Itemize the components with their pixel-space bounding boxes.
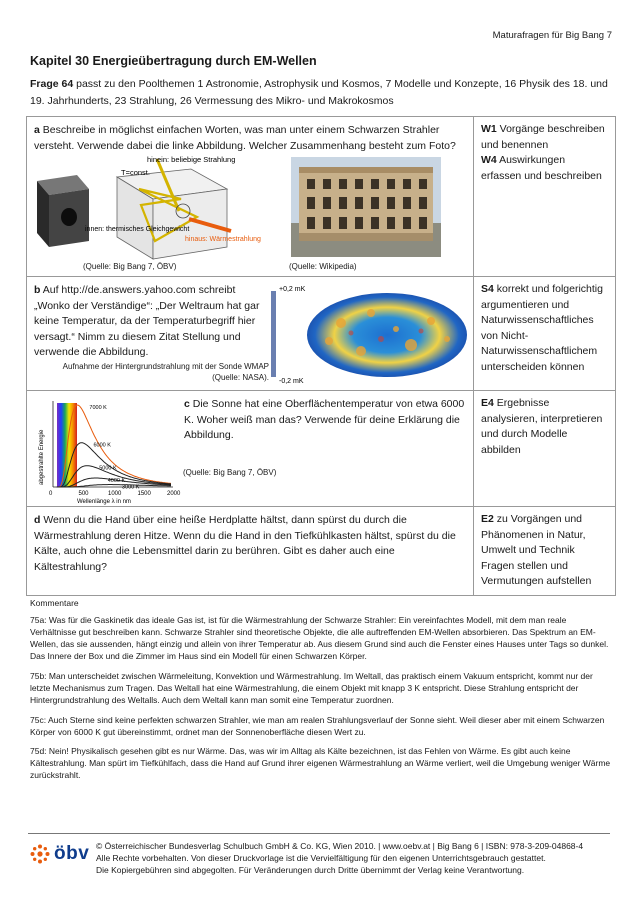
question-row-c xyxy=(27,391,616,507)
building-photo xyxy=(291,157,441,257)
label-innen: innen: thermisches Gleichgewicht xyxy=(85,226,190,233)
series-label: 3000 K xyxy=(121,484,140,491)
logo-text: öbv xyxy=(54,843,90,864)
caption-c: (Quelle: Big Bang 7, ÖBV) xyxy=(183,468,277,477)
competence-item xyxy=(481,282,608,375)
footer-divider xyxy=(28,833,610,834)
planck-chart xyxy=(33,397,181,505)
competence-text: Vorgänge beschreiben und benennen xyxy=(481,123,605,151)
x-tick-label: 1000 xyxy=(108,491,122,497)
x-tick-label: 2000 xyxy=(167,491,181,497)
wmap-map xyxy=(271,283,471,387)
series-label: 5000 K xyxy=(99,465,117,472)
x-tick-label: 500 xyxy=(78,491,89,497)
competence-code: E2 xyxy=(481,513,494,525)
comments-heading: Kommentare xyxy=(30,598,79,608)
running-header: Maturafragen für Big Bang 7 xyxy=(492,30,612,41)
question-a-text xyxy=(34,123,466,154)
frage-intro xyxy=(30,76,620,110)
black-body-diagram xyxy=(31,155,261,259)
caption-left: (Quelle: Big Bang 7, ÖBV) xyxy=(83,262,177,271)
star-icon xyxy=(30,844,50,864)
scale-bottom: -0,2 mK xyxy=(279,378,304,385)
question-letter: b xyxy=(34,284,41,296)
competence-text: korrekt und folgerichtig argumentieren und Naturwissenschaftliches von Nicht-Naturwissenschaftlichem unterscheiden können xyxy=(481,283,603,373)
question-b-text xyxy=(34,283,266,361)
footer-line-2: Alle Rechte vorbehalten. Von dieser Druckvorlage ist die Vervielfältigung für den eigenen Unterrichtsgebrauch gestattet. xyxy=(96,853,546,863)
chart-ylabel: abgestrahlte Energie xyxy=(39,429,45,485)
question-c xyxy=(27,391,474,507)
comment-75c: 75c: Auch Sterne sind keine perfekten schwarzen Strahler, wie man am realen Strahlungsverlauf der Sonne sieht. Weil dieser aber mit einem Schwarzen Körper von 6000 K gut übereinstimmt, ordnet man der Sonnenoberfläche diesen Wert zu. xyxy=(30,715,605,737)
question-letter: a xyxy=(34,124,40,136)
series-label: 4000 K xyxy=(107,477,126,484)
footer-line-3: Die Kopiergebühren sind abgegolten. Für Veränderungen durch Dritte übernimmt der Verlag keine Verantwortung. xyxy=(96,865,525,875)
chapter-title: Kapitel 30 Energieübertragung durch EM-Wellen xyxy=(30,54,317,68)
question-a xyxy=(27,117,474,277)
question-letter: c xyxy=(184,398,190,410)
question-table xyxy=(26,116,616,596)
publisher-logo xyxy=(30,843,89,865)
comment-75b: 75b: Man unterscheidet zwischen Wärmeleitung, Konvektion und Wärmestrahlung. Im Weltall, das praktisch einem Vakuum entspricht, kommt nur der letzte Mechanismus zum Tragen. Das Weltall hat eine Wärmestrahlung, die einem Objekt mit knapp 3 K entspricht. Diese Strahlung entspricht der Hintergrundstrahlung des Weltalls. Auch dem Weltall kann man somit eine Temperatur zuordnen. xyxy=(30,671,593,705)
competence-a xyxy=(474,117,616,277)
competence-text: zu Vorgängen und Phänomenen in Natur, Umwelt und Technik Fragen stellen und Vermutungen aufstellen xyxy=(481,513,592,587)
comment-75d: 75d: Nein! Physikalisch gesehen gibt es nur Wärme. Das, was wir im Alltag als Kälte bezeichnen, ist das Fehlen von Wärme. Es gibt auch keine Kältestrahlung. Man spürt im Tiefkühlfach, dass die Hand auf Grund ihrer eigenen Wärmestrahlung an Wärme verliert, weil die Umgebung weniger Wärme zurückstrahlt. xyxy=(30,746,611,780)
caption-wmap: Aufnahme der Hintergrundstrahlung mit der Sonde WMAP (Quelle: NASA). xyxy=(62,362,269,382)
question-letter: d xyxy=(34,514,41,526)
frage-label: Frage 64 xyxy=(30,78,74,90)
color-scale xyxy=(271,291,276,377)
competence-text: Auswirkungen erfassen und beschreiben xyxy=(481,154,602,182)
question-body: Die Sonne hat eine Oberflächentemperatur von etwa 6000 K. Woher weiß man das? Verwende für deine Erklärung die Abbildung. xyxy=(184,398,465,441)
competence-code: W4 xyxy=(481,154,497,166)
question-c-text xyxy=(184,397,466,444)
question-d-text xyxy=(34,513,466,575)
competence-item xyxy=(481,512,608,590)
x-tick-label: 1500 xyxy=(137,491,151,497)
competence-code: E4 xyxy=(481,397,494,409)
competence-d xyxy=(474,507,616,596)
question-row-a xyxy=(27,117,616,277)
label-tconst: T=const. xyxy=(121,168,150,177)
competence-c xyxy=(474,391,616,507)
competence-code: W1 xyxy=(481,123,497,135)
question-row-d xyxy=(27,507,616,596)
competence-item xyxy=(481,153,608,184)
chart-xlabel: Wellenlänge λ in nm xyxy=(77,499,131,505)
x-tick-label: 0 xyxy=(49,491,53,497)
competence-code: S4 xyxy=(481,283,494,295)
question-d xyxy=(27,507,474,596)
question-body: Wenn du die Hand über eine heiße Herdplatte hältst, dann spürst du durch die Wärmestrahlung deren Hitze. Wenn du die Hand in den Tiefkühlkasten hältst, spürst du die Kälte, auch ohne die Lebensmittel darin zu berühren. Gibt es daher auch eine Kältestrahlung? xyxy=(34,514,456,573)
question-row-b xyxy=(27,277,616,391)
question-body: Auf http://de.answers.yahoo.com schreibt „Wonko der Verständige“: „Der Weltraum hat gar keine Temperatur, da der Temperaturbegriff hier versagt.“ Nimm zu diesem Zitat Stellung und verwende die Abbildung. xyxy=(34,284,260,358)
frage-text: passt zu den Poolthemen 1 Astronomie, Astrophysik und Kosmos, 7 Modelle und Konzepte, 16 Physik des 18. und 19. Jahrhunderts, 23 Strahlung, 26 Vermessung des Mikro- und Makrokosmos xyxy=(30,78,608,107)
footer-line-1: © Österreichischer Bundesverlag Schulbuch GmbH & Co. KG, Wien 2010. | www.oebv.at | Big Bang 6 | ISBN: 978-3-209-04868-4 xyxy=(96,841,584,851)
competence-text: Ergebnisse analysieren, interpretieren und durch Modelle abbilden xyxy=(481,397,603,456)
competence-item xyxy=(481,396,608,458)
comment-75a: 75a: Was für die Gaskinetik das ideale Gas ist, ist für die Wärmestrahlung der Schwarze Strahler: Ein vereinfachtes Modell, mit dem man reale Verhältnisse gut beschreiben kann. Schwarze Strahler sind theoretische Objekte, die alle auftreffenden EM-Wellen absorbieren. Das Spektrum an EM-Wellen, das sie aussenden, hängt einzig und allein von ihrer Temperatur ab. Aus diesem Grund sind auch die Fenster eines Hauses unter Tags so dunkel. Das Innere der Box und die Zimmer im Haus sind ein Modell für einen Schwarzen Körper. xyxy=(30,615,609,661)
caption-right: (Quelle: Wikipedia) xyxy=(289,262,357,271)
question-body: Beschreibe in möglichst einfachen Worten, was man unter einem Schwarzen Strahler versteht. Verwende dabei die linke Abbildung. Welcher Zusammenhang besteht zum Foto? xyxy=(34,124,456,152)
scale-top: +0,2 mK xyxy=(279,286,306,293)
competence-b xyxy=(474,277,616,391)
series-label: 7000 K xyxy=(89,405,107,411)
label-hinaus: hinaus: Wärmestrahlung xyxy=(185,236,261,243)
series-label: 6000 K xyxy=(93,442,111,449)
footer-text xyxy=(96,840,583,876)
cube-icon xyxy=(37,175,89,247)
competence-item xyxy=(481,122,608,153)
label-hinein: hinein: beliebige Strahlung xyxy=(147,155,236,164)
question-b xyxy=(27,277,474,391)
